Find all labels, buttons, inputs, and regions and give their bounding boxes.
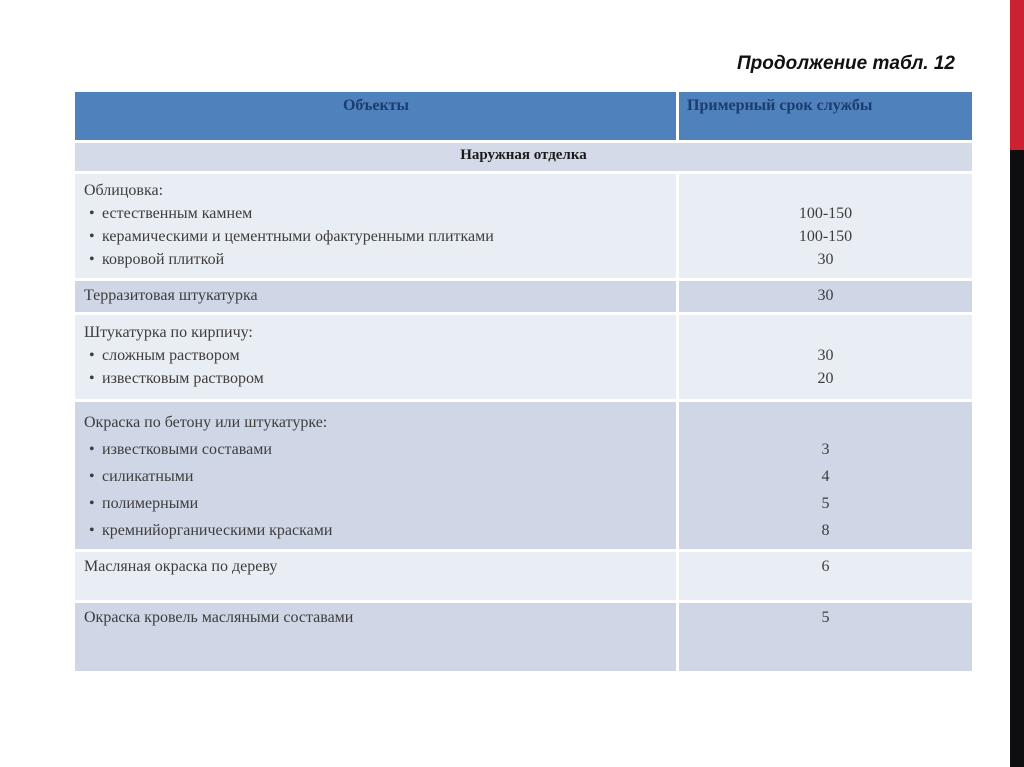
object-line bbox=[84, 556, 668, 578]
object-cell bbox=[75, 315, 676, 399]
object-text: Штукатурка по кирпичу: bbox=[84, 324, 253, 341]
service-life-table bbox=[75, 92, 972, 674]
object-text: Окраска по бетону или штукатурке: bbox=[84, 414, 328, 431]
table-section-row bbox=[75, 143, 972, 171]
value-text: 30 bbox=[817, 287, 834, 304]
value-cell bbox=[679, 552, 972, 600]
bullet-icon: • bbox=[89, 441, 95, 458]
value-text: 5 bbox=[821, 609, 830, 626]
object-line bbox=[84, 248, 668, 271]
object-cell bbox=[75, 402, 676, 549]
value-text: 30 bbox=[817, 347, 834, 364]
object-text: Окраска кровель масляными составами bbox=[84, 609, 354, 626]
object-line bbox=[84, 179, 668, 202]
bullet-icon: • bbox=[89, 370, 95, 387]
table-body bbox=[75, 174, 972, 671]
value-text: 100-150 bbox=[798, 228, 853, 245]
object-text: керамическими и цементными офактуренными плитками bbox=[102, 228, 494, 245]
object-line bbox=[84, 285, 668, 307]
bullet-icon: • bbox=[89, 347, 95, 364]
value-text: 5 bbox=[821, 495, 830, 512]
object-text: силикатными bbox=[102, 468, 194, 485]
table-row bbox=[75, 603, 972, 671]
value-text: 3 bbox=[821, 441, 830, 458]
object-text: сложным раствором bbox=[102, 347, 240, 364]
object-line bbox=[84, 607, 668, 629]
object-text: естественным камнем bbox=[102, 205, 253, 222]
value-cell bbox=[679, 315, 972, 399]
column-header-service-life: Примерный срок службы bbox=[679, 92, 972, 140]
value-text: 4 bbox=[821, 468, 830, 485]
table-row bbox=[75, 174, 972, 278]
column-header-objects: Объекты bbox=[75, 92, 676, 140]
red-accent-stripe bbox=[1010, 0, 1024, 150]
value-cell bbox=[679, 402, 972, 549]
value-text: 8 bbox=[821, 522, 830, 539]
object-line bbox=[84, 367, 668, 390]
value-cell bbox=[679, 281, 972, 312]
value-text bbox=[687, 409, 964, 436]
table-row bbox=[75, 402, 972, 549]
object-line bbox=[84, 436, 668, 463]
value-cell bbox=[679, 603, 972, 671]
object-cell bbox=[75, 552, 676, 600]
object-text: кремнийорганическими красками bbox=[102, 522, 333, 539]
object-line bbox=[84, 517, 668, 544]
object-cell bbox=[75, 174, 676, 278]
object-text: Облицовка: bbox=[84, 182, 164, 199]
object-line bbox=[84, 409, 668, 436]
section-label: Наружная отделка bbox=[75, 143, 972, 171]
value-text: 30 bbox=[817, 251, 834, 268]
table-row bbox=[75, 315, 972, 399]
value-text bbox=[687, 179, 964, 202]
object-line bbox=[84, 202, 668, 225]
object-text: известковым раствором bbox=[102, 370, 264, 387]
object-line bbox=[84, 321, 668, 344]
value-text: 100-150 bbox=[798, 205, 853, 222]
value-cell bbox=[679, 174, 972, 278]
object-cell bbox=[75, 603, 676, 671]
object-text: Масляная окраска по дереву bbox=[84, 558, 278, 575]
object-cell bbox=[75, 281, 676, 312]
table-row bbox=[75, 281, 972, 312]
black-accent-stripe bbox=[1010, 150, 1024, 767]
object-line bbox=[84, 490, 668, 517]
object-line bbox=[84, 225, 668, 248]
value-text: 6 bbox=[821, 558, 830, 575]
bullet-icon: • bbox=[89, 522, 95, 539]
bullet-icon: • bbox=[89, 495, 95, 512]
bullet-icon: • bbox=[89, 468, 95, 485]
value-text: 20 bbox=[817, 370, 834, 387]
table-row bbox=[75, 552, 972, 600]
bullet-icon: • bbox=[89, 205, 95, 222]
object-line bbox=[84, 344, 668, 367]
bullet-icon: • bbox=[89, 251, 95, 268]
object-line bbox=[84, 463, 668, 490]
value-text bbox=[687, 321, 964, 344]
table-header-row bbox=[75, 92, 972, 140]
bullet-icon: • bbox=[89, 228, 95, 245]
slide-title: Продолжение табл. 12 bbox=[736, 53, 955, 74]
object-text: Терразитовая штукатурка bbox=[84, 287, 258, 304]
object-text: известковыми составами bbox=[102, 441, 272, 458]
object-text: полимерными bbox=[102, 495, 199, 512]
object-text: ковровой плиткой bbox=[102, 251, 225, 268]
